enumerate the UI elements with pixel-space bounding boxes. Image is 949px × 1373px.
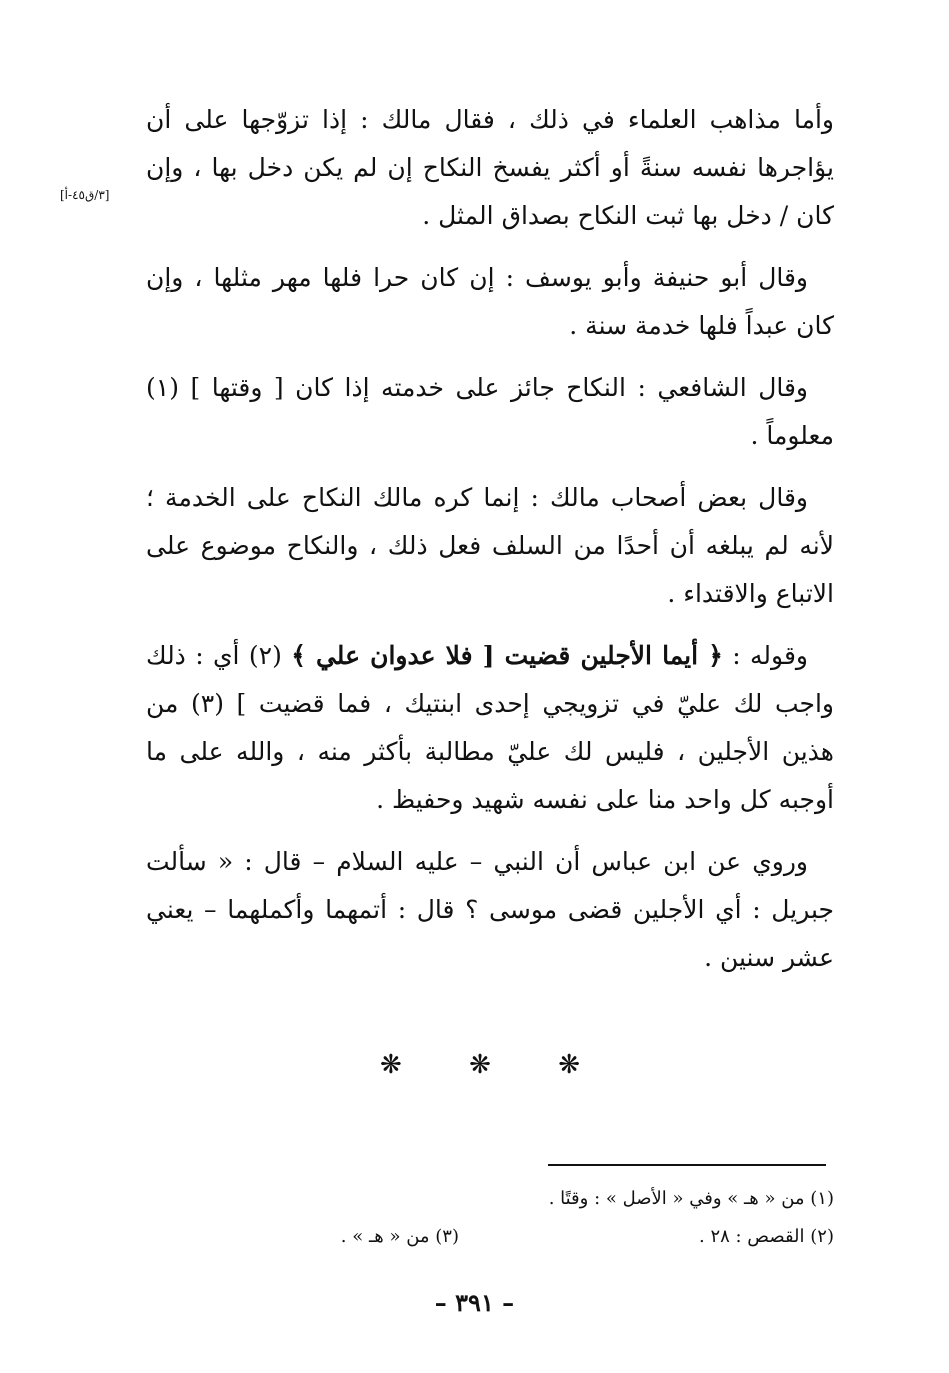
separator-star-icon: ❋ bbox=[558, 1050, 580, 1080]
paragraph-4: وقال بعض أصحاب مالك : إنما كره مالك النكاح على الخدمة ؛ لأنه لم يبلغه أن أحدًا من السلف فعل ذلك ، والنكاح موضوع على الاتباع والاقتداء . bbox=[146, 483, 834, 608]
quranic-quote: ﴿ أيما الأجلين قضيت [ فلا عدوان علي ﴾ bbox=[291, 641, 723, 670]
footnote-rule bbox=[548, 1164, 826, 1166]
page-number: – ٣٩١ – bbox=[434, 1288, 515, 1317]
paragraph-5 bbox=[146, 632, 834, 824]
paragraph-1: وأما مذاهب العلماء في ذلك ، فقال مالك : إذا تزوّجها على أن يؤاجرها نفسه سنةً أو أكثر يفسخ النكاح إن لم يكن دخل بها ، وإن كان / دخل بها ثبت النكاح بصداق المثل . bbox=[146, 105, 834, 230]
paragraph-5-lead: وقوله : bbox=[722, 641, 808, 670]
paragraph-5-rest: (٢) أي : ذلك واجب لك عليّ في تزويجي إحدى ابنتيك ، فما قضيت ] (٣) من هذين الأجلين ، فليس لك عليّ مطالبة بأكثر منه ، والله على ما أوجبه كل واحد منا على نفسه شهيد وحفيظ . bbox=[146, 641, 834, 814]
footnote-3: (٣) من « هـ » . bbox=[340, 1226, 459, 1247]
separator-star-icon: ❋ bbox=[469, 1050, 491, 1080]
manuscript-folio-marker: [٣/ق٤٥-أ] bbox=[60, 188, 110, 202]
main-text bbox=[146, 96, 834, 996]
section-separator bbox=[380, 1050, 580, 1080]
separator-star-icon: ❋ bbox=[380, 1050, 402, 1080]
paragraph-2: وقال أبو حنيفة وأبو يوسف : إن كان حرا فلها مهر مثلها ، وإن كان عبداً فلها خدمة سنة . bbox=[146, 263, 834, 340]
footnote-2: (٢) القصص : ٢٨ . bbox=[698, 1226, 834, 1247]
paragraph-6: وروي عن ابن عباس أن النبي – عليه السلام – قال : « سألت جبريل : أي الأجلين قضى موسى ؟ قال : أتمهما وأكملهما – يعني عشر سنين . bbox=[146, 847, 834, 972]
paragraph-3: وقال الشافعي : النكاح جائز على خدمته إذا كان [ وقتها ] (١) معلوماً . bbox=[146, 373, 834, 450]
footnote-1: (١) من « هـ » وفي « الأصل » : وقتًا . bbox=[548, 1188, 834, 1209]
